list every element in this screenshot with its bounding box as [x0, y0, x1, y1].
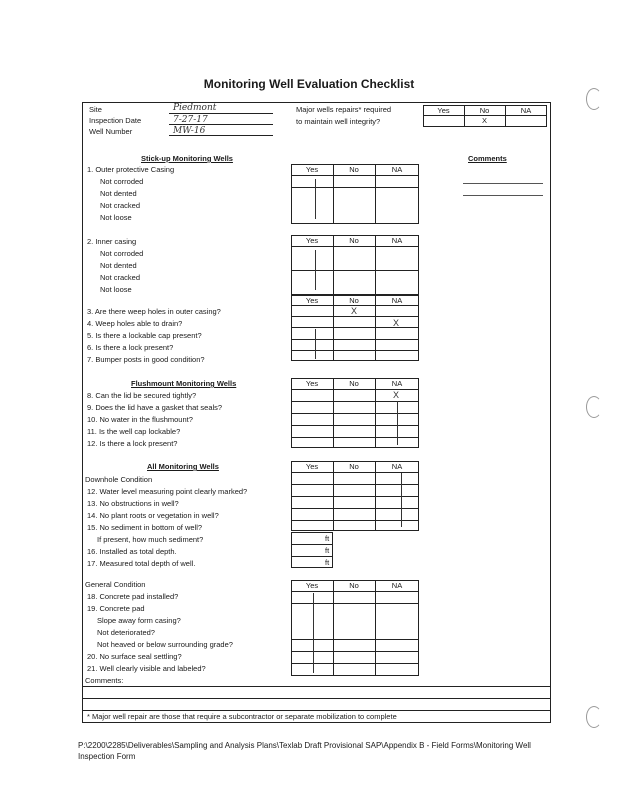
q11-label: 11. Is the well cap lockable? [87, 427, 181, 436]
stickup-item-2-sub: Not loose [100, 285, 132, 294]
q18-label: 18. Concrete pad installed? [87, 592, 179, 601]
comments-label: Comments: [85, 676, 124, 685]
major-repairs-question-2: to maintain well integrity? [296, 117, 381, 126]
q19a-label: Slope away form casing? [97, 616, 181, 625]
site-value[interactable]: Piedmont [173, 103, 217, 113]
stickup-item-2: 2. Inner casing [87, 237, 137, 246]
major-repairs-na-header: NA [520, 106, 532, 115]
q8-answer-mark[interactable]: X [393, 390, 400, 400]
col-yes: Yes [305, 379, 319, 388]
punch-hole-top [586, 88, 602, 110]
q10-label: 10. No water in the flushmount? [87, 415, 193, 424]
well-number-value[interactable]: MW-16 [173, 126, 206, 136]
q16-label: 16. Installed as total depth. [87, 547, 177, 556]
q14-label: 14. No plant roots or vegetation in well? [87, 511, 219, 520]
stickup-item-2-sub: Not corroded [100, 249, 144, 258]
col-no: No [349, 236, 359, 245]
general-grid [291, 580, 419, 676]
stickup-header: Stick-up Monitoring Wells [141, 154, 233, 163]
q8-label: 8. Can the lid be secured tightly? [87, 391, 197, 400]
ft-unit: ft [325, 546, 330, 555]
q15b-label: If present, how much sediment? [97, 535, 204, 544]
checklist-frame [82, 102, 551, 723]
stickup-item-2-sub: Not dented [100, 261, 137, 270]
q15-label: 15. No sediment in bottom of well? [87, 523, 203, 532]
col-yes: Yes [305, 462, 319, 471]
col-yes: Yes [305, 296, 319, 305]
page-title: Monitoring Well Evaluation Checklist [203, 77, 415, 91]
col-na: NA [391, 165, 403, 174]
major-repairs-question: Major wells repairs* required [296, 105, 392, 114]
general-yes-check-line [313, 593, 314, 673]
stickup-item-1-sub: Not loose [100, 213, 132, 222]
stickup-1-check-line [315, 179, 316, 219]
major-repairs-no-header: No [479, 106, 490, 115]
col-no: No [349, 581, 359, 590]
inspection-date-label: Inspection Date [89, 116, 142, 125]
q9-label: 9. Does the lid have a gasket that seals? [87, 403, 223, 412]
q3-answer-mark[interactable]: X [351, 306, 358, 316]
col-na: NA [391, 462, 403, 471]
col-yes: Yes [305, 236, 319, 245]
q13-label: 13. No obstructions in well? [87, 499, 179, 508]
col-na: NA [391, 379, 403, 388]
punch-hole-bottom [586, 706, 602, 728]
major-repairs-answer[interactable]: X [481, 116, 487, 125]
col-na: NA [391, 581, 403, 590]
q19c-label: Not heaved or below surrounding grade? [97, 640, 233, 649]
q12-flush-label: 12. Is there a lock present? [87, 439, 178, 448]
flush-na-check-line [397, 401, 398, 445]
major-repairs-yes-header: Yes [437, 106, 450, 115]
col-no: No [349, 379, 359, 388]
q3-label: 3. Are there weep holes in outer casing? [87, 307, 221, 316]
col-no: No [349, 165, 359, 174]
ft-unit: ft [325, 534, 330, 543]
col-no: No [349, 296, 359, 305]
well-number-label: Well Number [89, 127, 133, 136]
site-label: Site [89, 105, 102, 114]
q19b-label: Not deteriorated? [97, 628, 155, 637]
stickup-item-2-sub: Not cracked [100, 273, 141, 282]
q20-label: 20. No surface seal settling? [87, 652, 182, 661]
q7-label: 7. Bumper posts in good condition? [87, 355, 205, 364]
col-na: NA [391, 236, 403, 245]
stickup-item-1-sub: Not corroded [100, 177, 144, 186]
inspection-date-value[interactable]: 7-27-17 [173, 115, 208, 125]
general-header: General Condition [85, 580, 146, 589]
col-yes: Yes [305, 165, 319, 174]
col-na: NA [391, 296, 403, 305]
all-header: All Monitoring Wells [147, 462, 219, 471]
stickup-2-check-line [315, 250, 316, 290]
q12-all-label: 12. Water level measuring point clearly marked? [87, 487, 248, 496]
stickup-item-1: 1. Outer protective Casing [87, 165, 175, 174]
ft-unit: ft [325, 558, 330, 567]
q21-label: 21. Well clearly visible and labeled? [87, 664, 206, 673]
q6-label: 6. Is there a lock present? [87, 343, 174, 352]
col-yes: Yes [305, 581, 319, 590]
punch-hole-middle [586, 396, 602, 418]
stickup-item-1-sub: Not cracked [100, 201, 141, 210]
flush-header: Flushmount Monitoring Wells [131, 379, 237, 388]
stickup-item-1-sub: Not dented [100, 189, 137, 198]
col-no: No [349, 462, 359, 471]
downhole-label: Downhole Condition [85, 475, 153, 484]
q4-label: 4. Weep holes able to drain? [87, 319, 183, 328]
comments-header: Comments [468, 154, 507, 163]
q4-answer-mark[interactable]: X [393, 318, 400, 328]
all-na-check-line [401, 473, 402, 527]
q19-label: 19. Concrete pad [87, 604, 145, 613]
q17-label: 17. Measured total depth of well. [87, 559, 196, 568]
footer-file-path: P:\2200\2285\Deliverables\Sampling and Analysis Plans\Texlab Draft Provisional SAP\Appendix B - Field Forms\Monitoring Well Inspection Form [78, 741, 531, 761]
q5-label: 5. Is there a lockable cap present? [87, 331, 202, 340]
footnote: * Major well repair are those that require a subcontractor or separate mobilization to complete [87, 712, 397, 721]
q5-q7-check-line [315, 329, 316, 359]
